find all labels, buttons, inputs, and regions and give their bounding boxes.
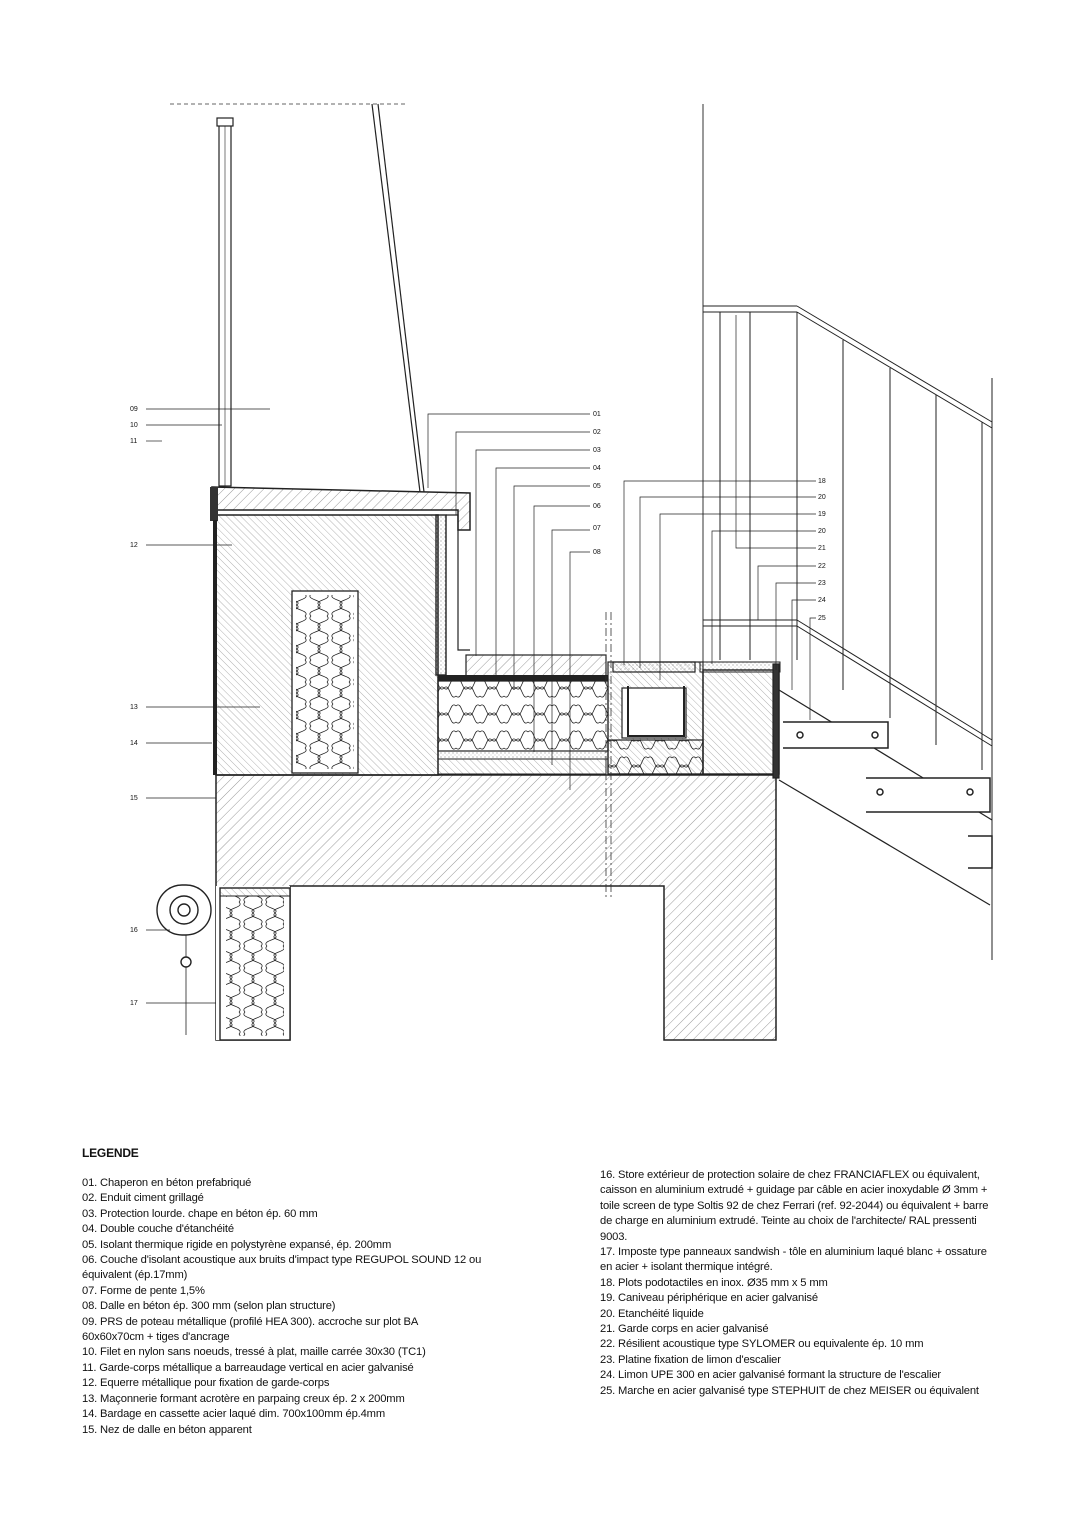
legend-item: 17. Imposte type panneaux sandwish - tôle en aluminium laqué blanc + ossature en acier + isolant thermique intégré. [600,1246,987,1274]
legend-item: 12. Equerre métallique pour fixation de garde-corps [82,1377,330,1390]
waterproofing-layer [438,675,608,681]
legend-item: 16. Store extérieur de protection solaire de chez FRANCIAFLEX ou équivalent, caisson en aluminium extrudé + guidage par câble en acier inoxydable Ø 3mm + toile screen de type Soltis 92 de chez Ferrari (ref. 92-2044) ou équivalent + barre de charge en aluminium extrudé. Teinte au choix de l'architecte/ RAL pressenti 9003. [600,1169,989,1243]
callout-number: 07 [593,525,601,532]
legend-item: 24. Limon UPE 300 en acier galvanisé formant la structure de l'escalier [600,1369,941,1382]
legend-item: 01. Chaperon en béton prefabriqué [82,1177,252,1189]
legend-item: 19. Caniveau périphérique en acier galvanisé [600,1292,818,1305]
legend-item: 13. Maçonnerie formant acrotère en parpaing creux ép. 2 x 200mm [82,1392,405,1405]
legend-item: 09. PRS de poteau métallique (profilé HEA 300). accroche sur plot BA 60x60x70cm + tiges d'ancrage [82,1315,418,1344]
waterproofing-vertical [436,515,446,675]
callout-number: 02 [593,429,601,436]
legend-item: 08. Dalle en béton ép. 300 mm (selon plan structure) [82,1300,336,1313]
legend-item: 25. Marche en acier galvanisé type STEPHUIT de chez MEISER ou équivalent [600,1384,979,1397]
cladding [213,520,217,775]
callout-number: 09 [130,406,138,413]
callout-number: 01 [593,411,601,418]
legend-item: 15. Nez de dalle en béton apparent [82,1423,252,1436]
legend-item: 14. Bardage en cassette acier laqué dim. 700x100mm ép.4mm [82,1408,386,1421]
callout-number: 08 [593,549,601,556]
callout-number: 03 [593,447,601,454]
legend-item: 20. Etanchéité liquide [600,1307,704,1320]
callout-number: 22 [818,563,826,570]
legend-title: LEGENDE [82,1146,139,1160]
guard-rail-post [217,118,233,486]
callouts-left [130,406,138,1007]
gutter [608,662,703,774]
callout-number: 16 [130,927,138,934]
thermal-insulation [438,681,608,751]
slope-screed [438,759,606,774]
legend-item: 21. Garde corps en acier galvanisé [600,1323,769,1336]
stair-steps [783,722,992,868]
callout-number: 25 [818,615,826,622]
callout-number: 21 [818,545,826,552]
concrete-slab [216,775,776,1040]
legend-item: 04. Double couche d'étanchéité [82,1223,234,1236]
callout-number: 10 [130,422,138,429]
callout-number: 12 [130,542,138,549]
net-lines [372,104,424,492]
stair-landing-slab [703,670,779,774]
legend-item: 22. Résilient acoustique type SYLOMER ou equivalente ép. 10 mm [600,1338,924,1351]
acoustic-layer [438,751,608,759]
callout-number: 17 [130,1000,138,1007]
callout-number: 18 [818,478,826,485]
legend-item: 05. Isolant thermique rigide en polystyrène expansé, ép. 200mm [82,1238,392,1251]
legend-item: 23. Platine fixation de limon d'escalier [600,1353,781,1366]
legend-item: 07. Forme de pente 1,5% [82,1284,205,1297]
callout-number: 06 [593,503,601,510]
callouts-right-stair [818,478,826,622]
callouts-right-top [593,411,601,556]
legend-item: 03. Protection lourde. chape en béton ép. 60 mm [82,1207,318,1220]
sun-blind-box [157,885,211,1035]
legend-left-column [82,1176,482,1438]
legend-item: 02. Enduit ciment grillagé [82,1192,204,1205]
callout-number: 20 [818,494,826,501]
legend-item: 11. Garde-corps métallique a barreaudage vertical en acier galvanisé [82,1361,414,1374]
callout-number: 13 [130,704,138,711]
callout-number: 05 [593,483,601,490]
callout-number: 24 [818,597,826,604]
legend-item: 18. Plots podotactiles en inox. Ø35 mm x 5 mm [600,1276,828,1289]
callout-number: 11 [130,438,138,445]
legend-item: 10. Filet en nylon sans noeuds, tressé à plat, maille carrée 30x30 (TC1) [82,1346,426,1359]
callout-number: 19 [818,511,826,518]
callout-number: 14 [130,740,138,747]
legend-right-column [600,1168,1000,1399]
callout-number: 15 [130,795,138,802]
callout-number: 20 [818,528,826,535]
callout-number: 04 [593,465,601,472]
callout-number: 23 [818,580,826,587]
legend-item: 06. Couche d'isolant acoustique aux bruits d'impact type REGUPOL SOUND 12 ou équivalent (ép.17mm) [82,1254,482,1282]
